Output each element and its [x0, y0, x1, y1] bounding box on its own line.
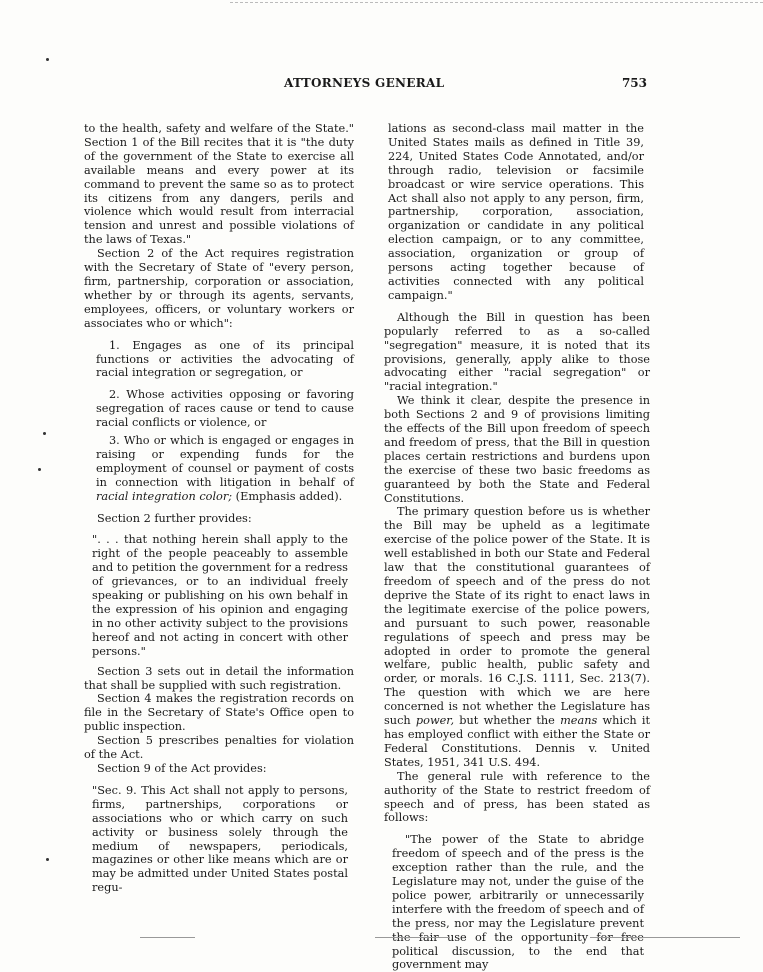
list-item: 2. Whose activities opposing or favoring segregation of races cause or tend to cause racial conflicts or violence, or [96, 388, 354, 430]
margin-mark [43, 432, 46, 435]
block-quote: ". . . that nothing herein shall apply to the right of the people peaceably to assemble and to petition the government for a redress of grievances, or to an individual freely speaking or publishing on his own behalf in the expression of his opinion and engaging in no other activity subject to the provisions hereof and not acting in concert with other persons." [92, 533, 348, 658]
paragraph: We think it clear, despite the presence in both Sections 2 and 9 of provisions limiting the effects of the Bill upon freedom of speech and freedom of press, that the Bill in question places certain restrictions and burdens upon the exercise of these two basic freedoms as guaranteed by both the State and Federal Constitutions. [384, 394, 650, 505]
paragraph: Section 4 makes the registration records on file in the Secretary of State's Office open to public inspection. [84, 692, 354, 734]
paragraph: Section 5 prescribes penalties for violation of the Act. [84, 734, 354, 762]
block-quote: "The power of the State to abridge freedom of speech and of the press is the exception rather than the rule, and the Legislature may not, under the guise of the police power, arbitrarily or unnecessarily interfere with the freedom of speech and of the press, nor may the Legislature prevent the fair use of the opportunity for free political discussion, to the end that government may [392, 833, 644, 972]
page-header [84, 76, 647, 96]
paragraph: Section 9 of the Act provides: [97, 761, 267, 775]
bottom-edge [0, 930, 763, 942]
page-number: 753 [621, 76, 647, 90]
list-item [96, 434, 354, 504]
paragraph: Section 2 further provides: [97, 511, 252, 525]
running-title: ATTORNEYS GENERAL [284, 76, 445, 90]
emphasis: means [560, 714, 598, 728]
paragraph: Section 2 of the Act requires registration with the Secretary of State of "every person, firm, partnership, corporation or association, whether by or through its agents, servants, employees, officers, or voluntary workers or associates who or which": [84, 247, 354, 330]
emphasis-note: (Emphasis added). [235, 489, 343, 503]
block-quote-continued: lations as second-class mail matter in the United States mails as defined in Title 39, 224, United States Code Annotated, and/or through radio, television or facsimile broadcast or wire service operations. This Act shall also not apply to any person, firm, partnership, corporation, association, organization or candidate in any political election campaign, or to any committee, association, organization or group of persons acting together because of activities connected with any political campaign." [388, 122, 644, 302]
emphasis: power, [415, 714, 455, 728]
emphasis: racial integration color; [96, 489, 233, 503]
list-item: 1. Engages as one of its principal functions or activities the advocating of racial integration or segregation, or [96, 338, 354, 380]
list-item-text: 3. Who or which is engaged or engages in raising or expending funds for the employment of counsel or payment of costs in connection with litigation in behalf of [96, 434, 354, 489]
block-quote: "Sec. 9. This Act shall not apply to persons, firms, partnerships, corporations or associations who or which carry on such activity or business solely through the medium of newspapers, periodicals, magazines or other like means which are or may be admitted under United States postal regu- [92, 783, 348, 895]
margin-mark [46, 858, 49, 861]
left-column [84, 122, 354, 895]
paragraph-text: which it has employed conflict with either the State or Federal Constitutions. Dennis v. United States, 1951, 341 U.S. 494. [384, 714, 651, 769]
paragraph [384, 505, 650, 769]
right-column [384, 122, 650, 972]
margin-mark [46, 58, 49, 61]
margin-mark [38, 468, 41, 471]
top-border [230, 2, 763, 3]
paragraph: Section 3 sets out in detail the information that shall be supplied with such registration. [84, 664, 354, 692]
paragraph-text: but whether the [459, 714, 555, 728]
paragraph: The general rule with reference to the authority of the State to restrict freedom of speech and of press, has been stated as follows: [384, 769, 650, 825]
paragraph: to the health, safety and welfare of the State." Section 1 of the Bill recites that it is "the duty of the government of the State to exercise all available means and every power at its command to prevent the same so as to protect its citizens from any dangers, perils and violence which would result from interracial tension and unrest and possible violations of the laws of Texas." [84, 122, 354, 247]
paragraph-text: The primary question before us is whether the Bill may be upheld as a legitimate exercise of the police power of the State. It is well established in both our State and Federal law that the constitutional guarantees of freedom of speech and of the press do not deprive the State of its right to enact laws in the legitimate exercise of the police powers, and pursuant to such power, reasonable regulations of speech and press may be adopted in order to promote the general welfare, public health, public safety and order, or morals. 16 C.J.S. 1111, Sec. 213(7). The question with which we are here concerned is not whether the Legislature has such [384, 505, 650, 728]
paragraph: Although the Bill in question has been popularly referred to as a so-called "segregation" measure, it is noted that its provisions, generally, apply alike to those advocating either "racial segregation" or "racial integration." [384, 310, 650, 394]
